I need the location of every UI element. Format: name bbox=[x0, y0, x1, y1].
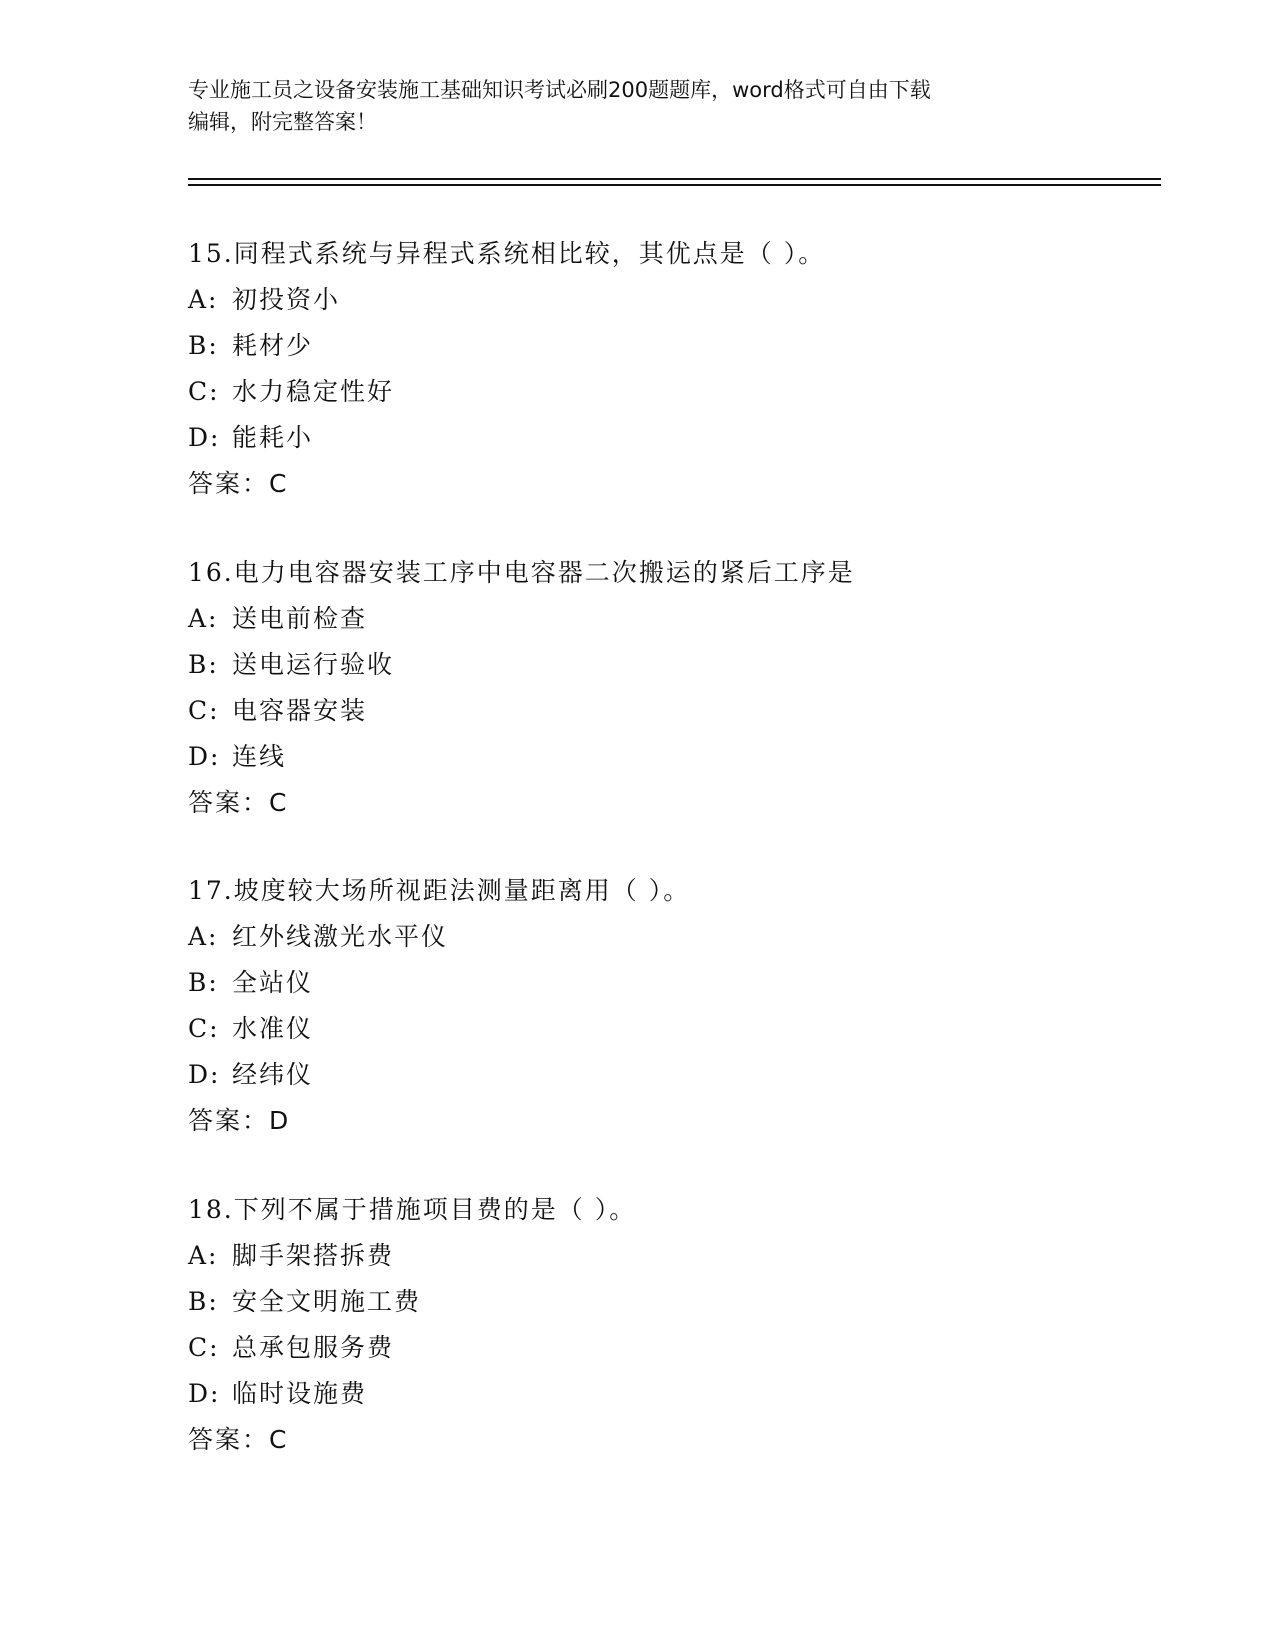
option-b bbox=[188, 1279, 1161, 1325]
option-key: B: bbox=[188, 968, 219, 997]
question-stem: 15.同程式系统与异程式系统相比较，其优点是（ ）。 bbox=[188, 239, 826, 268]
option-d bbox=[188, 734, 1161, 780]
option-c bbox=[188, 1006, 1161, 1052]
option-key: A: bbox=[188, 604, 219, 633]
option-c bbox=[188, 1325, 1161, 1371]
option-key: C: bbox=[188, 1333, 220, 1362]
question-stem: 17.坡度较大场所视距法测量距离用（ ）。 bbox=[188, 876, 691, 905]
option-key: B: bbox=[188, 650, 219, 679]
option-text: 经纬仪 bbox=[232, 1060, 314, 1089]
option-text: 连线 bbox=[232, 742, 287, 771]
option-key: A: bbox=[188, 285, 219, 314]
option-text: 能耗小 bbox=[232, 423, 314, 452]
option-text: 临时设施费 bbox=[232, 1379, 368, 1408]
option-a bbox=[188, 1233, 1161, 1279]
answer: 答案：C bbox=[188, 788, 289, 817]
option-d bbox=[188, 415, 1161, 461]
option-text: 初投资小 bbox=[232, 285, 341, 314]
option-text: 脚手架搭拆费 bbox=[232, 1241, 395, 1270]
option-text: 总承包服务费 bbox=[232, 1333, 395, 1362]
option-a bbox=[188, 596, 1161, 642]
question-stem: 16.电力电容器安装工序中电容器二次搬运的紧后工序是 bbox=[188, 558, 855, 587]
question-17 bbox=[188, 868, 1161, 1144]
option-key: A: bbox=[188, 922, 219, 951]
option-c bbox=[188, 688, 1161, 734]
header-line-2: 编辑，附完整答案！ bbox=[188, 110, 377, 134]
option-c bbox=[188, 369, 1161, 415]
option-key: B: bbox=[188, 331, 219, 360]
option-text: 送电前检查 bbox=[232, 604, 368, 633]
option-d bbox=[188, 1052, 1161, 1098]
option-key: A: bbox=[188, 1241, 219, 1270]
option-key: D: bbox=[188, 1379, 221, 1408]
option-b bbox=[188, 642, 1161, 688]
option-text: 安全文明施工费 bbox=[232, 1287, 422, 1316]
answer: 答案：C bbox=[188, 469, 289, 498]
option-a bbox=[188, 914, 1161, 960]
option-text: 水准仪 bbox=[232, 1014, 314, 1043]
option-key: C: bbox=[188, 377, 220, 406]
answer: 答案：C bbox=[188, 1425, 289, 1454]
option-key: D: bbox=[188, 742, 221, 771]
question-15 bbox=[188, 231, 1161, 507]
option-text: 耗材少 bbox=[232, 331, 314, 360]
answer: 答案：D bbox=[188, 1106, 291, 1135]
option-b bbox=[188, 323, 1161, 369]
option-key: C: bbox=[188, 1014, 220, 1043]
option-text: 送电运行验收 bbox=[232, 650, 395, 679]
option-key: D: bbox=[188, 423, 221, 452]
document-header bbox=[188, 74, 1088, 138]
option-text: 电容器安装 bbox=[232, 696, 368, 725]
option-text: 全站仪 bbox=[232, 968, 314, 997]
option-key: B: bbox=[188, 1287, 219, 1316]
option-a bbox=[188, 277, 1161, 323]
option-text: 水力稳定性好 bbox=[232, 377, 395, 406]
question-18 bbox=[188, 1187, 1161, 1463]
option-text: 红外线激光水平仪 bbox=[232, 922, 449, 951]
question-16 bbox=[188, 550, 1161, 826]
option-b bbox=[188, 960, 1161, 1006]
header-line-1: 专业施工员之设备安装施工基础知识考试必刷200题题库，word格式可自由下载 bbox=[188, 78, 931, 102]
option-d bbox=[188, 1371, 1161, 1417]
question-stem: 18.下列不属于措施项目费的是（ ）。 bbox=[188, 1195, 637, 1224]
header-divider-bottom bbox=[188, 184, 1161, 186]
option-key: D: bbox=[188, 1060, 221, 1089]
header-divider-top bbox=[188, 178, 1161, 180]
option-key: C: bbox=[188, 696, 220, 725]
